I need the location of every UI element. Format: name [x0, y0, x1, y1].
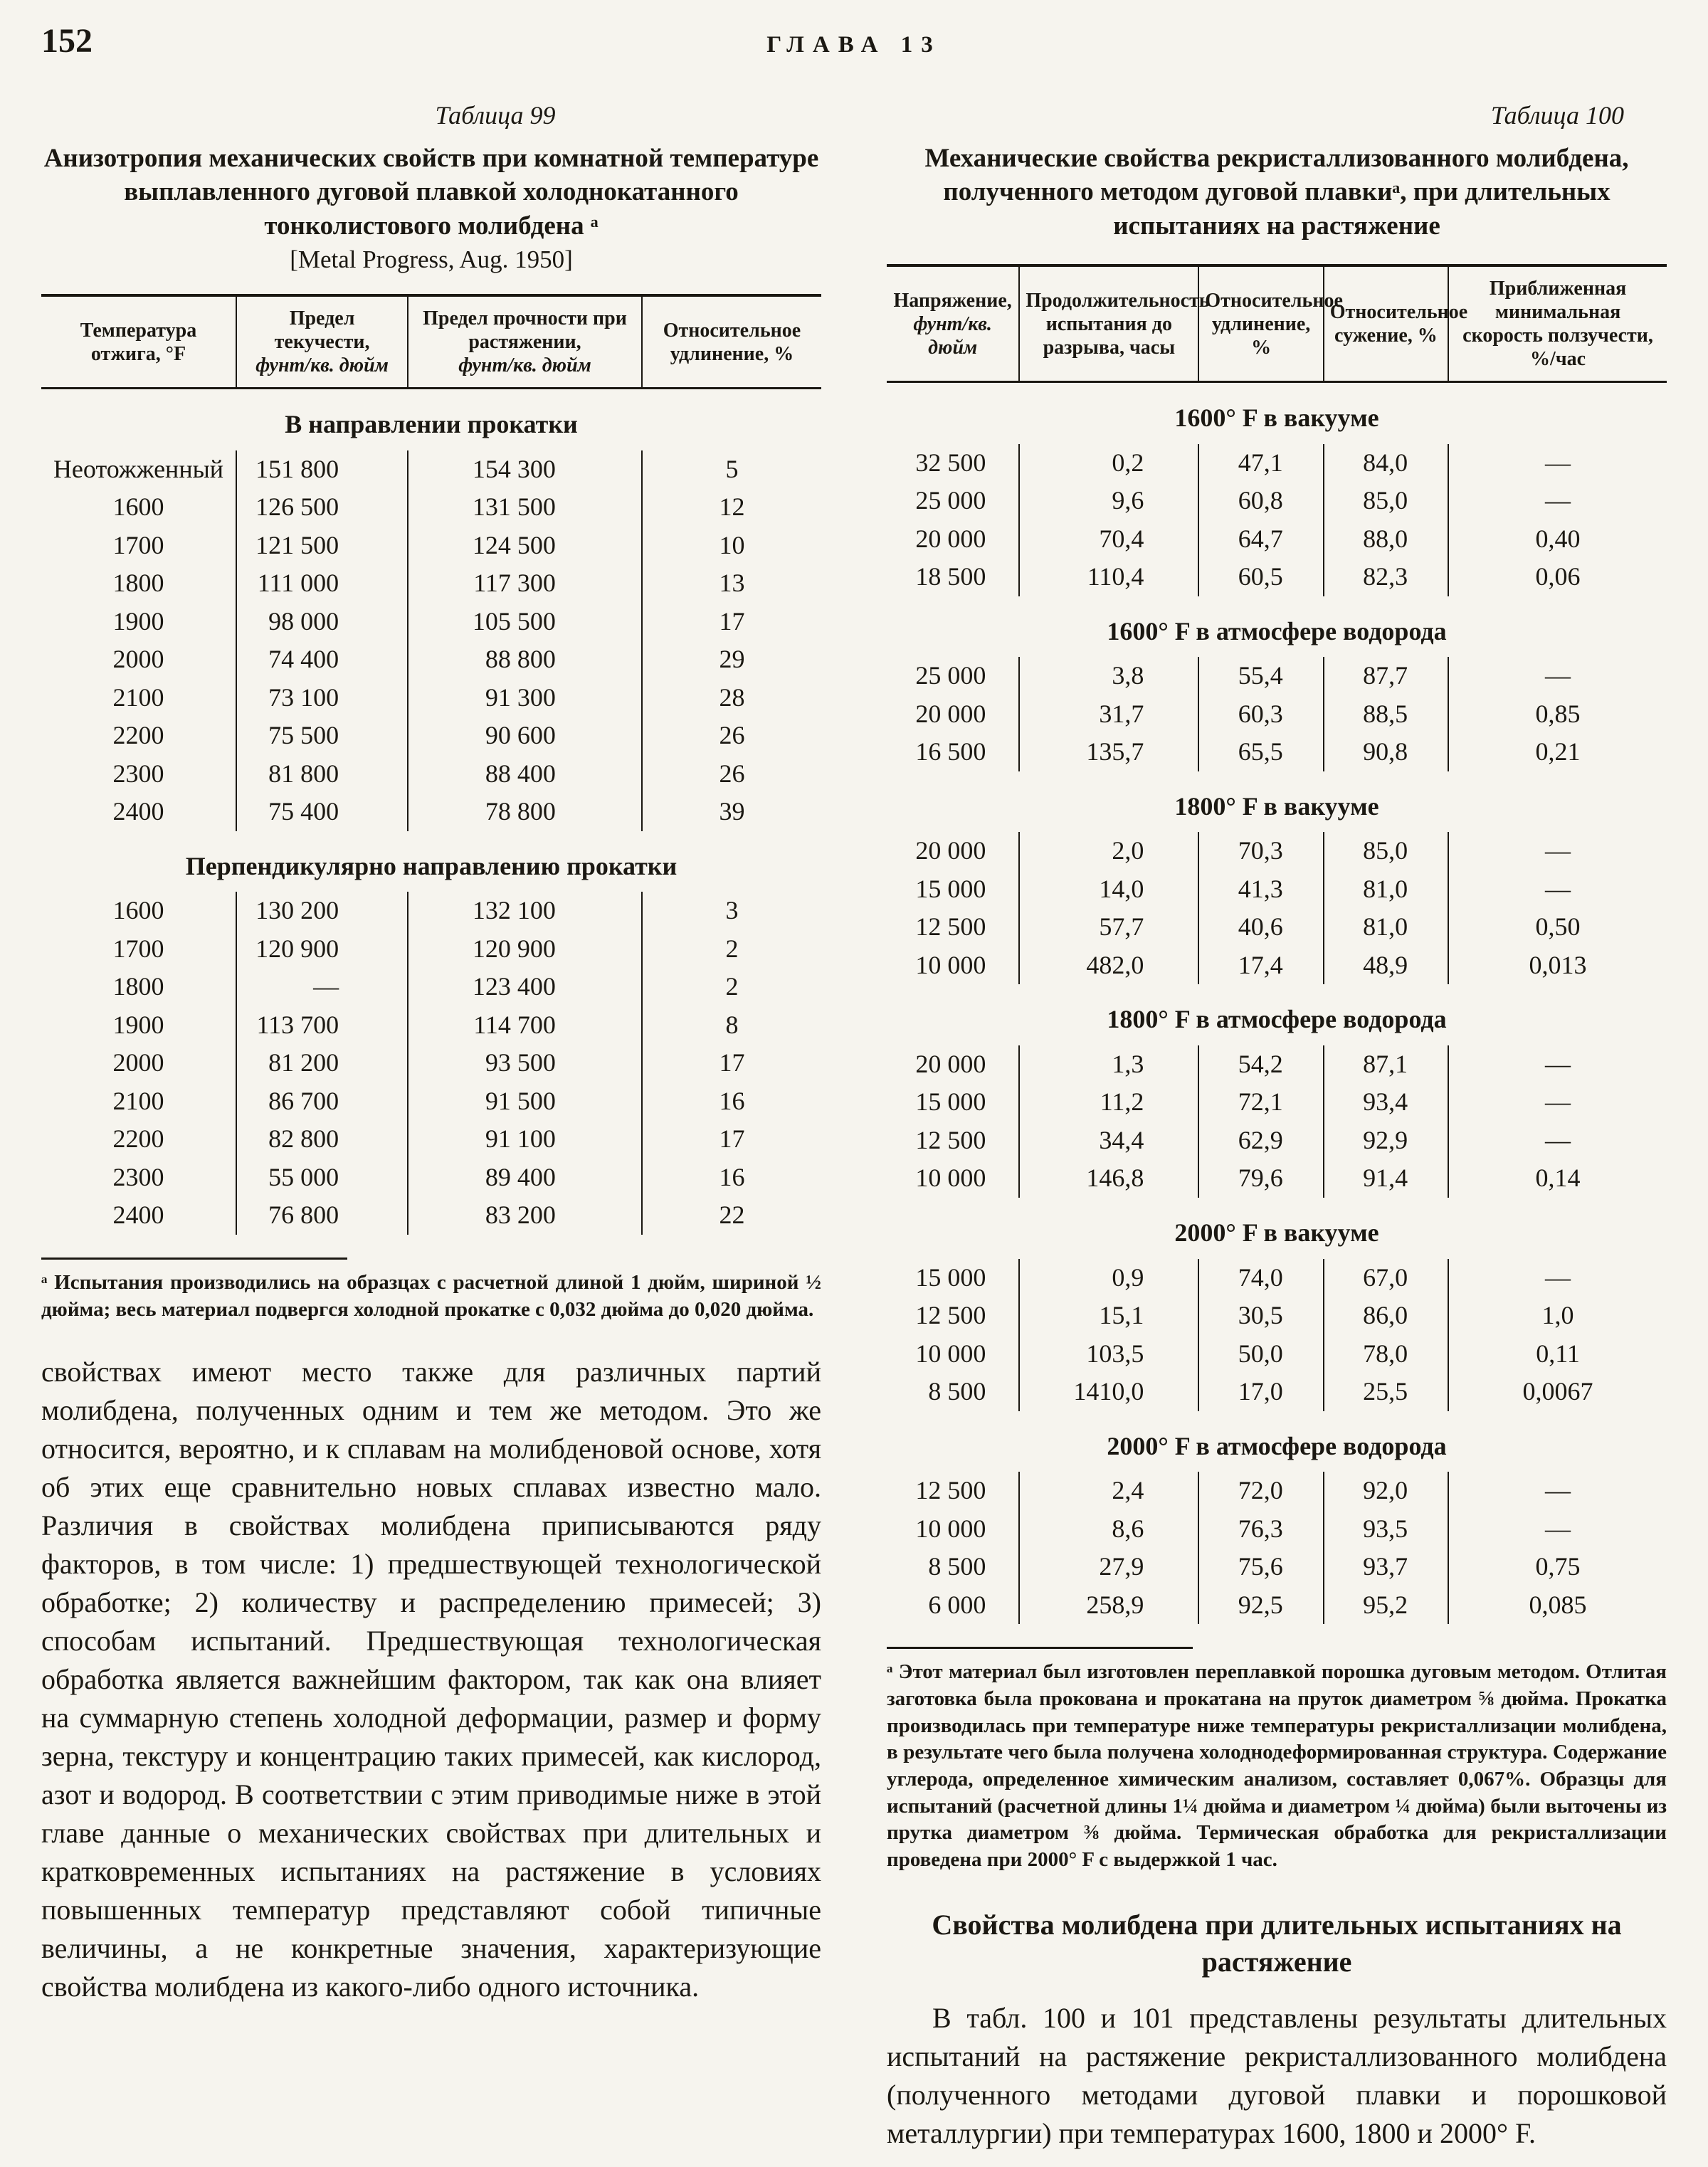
- column-header-text: Предел текучести,: [274, 307, 370, 354]
- table-cell: 258,9: [1019, 1586, 1198, 1625]
- table-row: [887, 657, 1667, 695]
- table-cell: 91 300: [408, 679, 642, 717]
- column-header: [642, 295, 821, 389]
- column-header-text: Приближенная минимальная скорость ползучести, %/час: [1462, 278, 1653, 371]
- table-cell: 87,1: [1324, 1045, 1448, 1084]
- table-cell: 93,4: [1324, 1083, 1448, 1122]
- table-cell: 60,8: [1198, 482, 1323, 520]
- left-column: [41, 100, 821, 2153]
- section-heading-row: [887, 596, 1667, 658]
- table-cell: 25,5: [1324, 1373, 1448, 1411]
- table-cell: 1700: [112, 934, 164, 963]
- column-header: [41, 295, 236, 389]
- table-cell: 87,7: [1324, 657, 1448, 695]
- table-cell: 126 500: [236, 488, 408, 527]
- table-cell: 0,085: [1448, 1586, 1667, 1625]
- table-cell: 114 700: [408, 1006, 642, 1045]
- table-cell: 6 000: [928, 1590, 986, 1619]
- table-row: [887, 558, 1667, 596]
- table-cell: —: [1448, 1510, 1667, 1549]
- table-cell: 86,0: [1324, 1297, 1448, 1335]
- table-row: [41, 1196, 821, 1235]
- table-cell: 79,6: [1198, 1159, 1323, 1198]
- table-cell: 83 200: [408, 1196, 642, 1235]
- table-cell: 0,85: [1448, 695, 1667, 734]
- table-section-heading: Перпендикулярно направлению прокатки: [185, 851, 678, 880]
- running-head: [41, 21, 1667, 60]
- table-cell: 32 500: [915, 448, 986, 477]
- table-cell: 15 000: [915, 1087, 986, 1117]
- table-row: [887, 1335, 1667, 1374]
- table-cell: 2200: [112, 1124, 164, 1154]
- table99-source: [Metal Progress, Aug. 1950]: [290, 246, 573, 274]
- table-cell: 20 000: [915, 524, 986, 553]
- table-cell: 117 300: [408, 564, 642, 603]
- table-row: [887, 947, 1667, 985]
- table-cell: 75 400: [236, 793, 408, 831]
- table-cell: 17: [642, 1044, 821, 1082]
- table-cell: 92,0: [1324, 1472, 1448, 1510]
- column-header-text: Относительное удлинение, %: [663, 319, 801, 365]
- section-heading-row: [887, 771, 1667, 833]
- table-row: [887, 1510, 1667, 1549]
- table-99: [41, 294, 821, 1235]
- table-cell: 113 700: [236, 1006, 408, 1045]
- table-cell: 0,14: [1448, 1159, 1667, 1198]
- table-cell: 13: [642, 564, 821, 603]
- table-cell: 1800: [112, 972, 164, 1001]
- table-cell: 10 000: [915, 950, 986, 979]
- table-row: [887, 1373, 1667, 1411]
- table-cell: 8 500: [928, 1377, 986, 1406]
- table-section-heading: 1800° F в вакууме: [1174, 791, 1379, 821]
- table-cell: 74,0: [1198, 1259, 1323, 1297]
- table-row: [41, 1044, 821, 1082]
- table-cell: —: [1448, 1122, 1667, 1160]
- table-cell: 89 400: [408, 1159, 642, 1197]
- table-cell: 1900: [112, 606, 164, 636]
- table-cell: 65,5: [1198, 733, 1323, 771]
- column-header: [887, 265, 1019, 382]
- table-cell: 0,11: [1448, 1335, 1667, 1374]
- table-cell: 25 000: [915, 486, 986, 515]
- table-row: [41, 679, 821, 717]
- table-cell: —: [1448, 1045, 1667, 1084]
- table-cell: 20 000: [915, 699, 986, 728]
- table-cell: 14,0: [1019, 870, 1198, 909]
- table-cell: 74 400: [236, 640, 408, 679]
- table-cell: 28: [642, 679, 821, 717]
- table-cell: 98 000: [236, 603, 408, 641]
- table-row: [887, 1297, 1667, 1335]
- table-section-heading: 1800° F в атмосфере водорода: [1107, 1005, 1447, 1034]
- table-row: [41, 930, 821, 969]
- table-cell: 82 800: [236, 1120, 408, 1159]
- table-cell: 70,4: [1019, 520, 1198, 559]
- table-cell: 103,5: [1019, 1335, 1198, 1374]
- table-cell: —: [1448, 657, 1667, 695]
- table-cell: 90 600: [408, 717, 642, 755]
- table-cell: Неотожженный: [53, 454, 224, 483]
- chapter-header: ГЛАВА 13: [766, 32, 942, 58]
- table-cell: 2000: [112, 1048, 164, 1077]
- table-row: [887, 1083, 1667, 1122]
- table-cell: —: [1448, 1472, 1667, 1510]
- section-heading: Свойства молибдена при длительных испытаниях на растяжение: [932, 1908, 1622, 1978]
- table-cell: 17: [642, 1120, 821, 1159]
- table-cell: —: [1448, 444, 1667, 483]
- table-cell: 130 200: [236, 892, 408, 930]
- table-cell: 73 100: [236, 679, 408, 717]
- table-cell: —: [1448, 482, 1667, 520]
- table-cell: 15,1: [1019, 1297, 1198, 1335]
- column-header-unit: фунт/кв. дюйм: [913, 312, 992, 359]
- table-cell: 84,0: [1324, 444, 1448, 483]
- table99-title: Анизотропия механических свойств при комнатной температуре выплавленного дуговой плавкой холоднокатанного тонколистового молибдена ᵃ: [43, 144, 819, 241]
- table-cell: 121 500: [236, 527, 408, 565]
- table-row: [41, 488, 821, 527]
- table-cell: 30,5: [1198, 1297, 1323, 1335]
- table-cell: —: [236, 968, 408, 1006]
- table100-label: Таблица 100: [1490, 101, 1624, 130]
- right-column: [887, 100, 1667, 2153]
- table-row: [41, 717, 821, 755]
- table-row: [887, 870, 1667, 909]
- table-cell: 91,4: [1324, 1159, 1448, 1198]
- table-row: [887, 908, 1667, 947]
- table-cell: 64,7: [1198, 520, 1323, 559]
- table-cell: 2,4: [1019, 1472, 1198, 1510]
- table-cell: 48,9: [1324, 947, 1448, 985]
- table-cell: 20 000: [915, 1049, 986, 1078]
- table-cell: 0,0067: [1448, 1373, 1667, 1411]
- table-cell: 55 000: [236, 1159, 408, 1197]
- table-cell: 15 000: [915, 1262, 986, 1292]
- column-header: [1324, 265, 1468, 382]
- column-header-text: Напряжение,: [893, 289, 1012, 312]
- table-cell: 50,0: [1198, 1335, 1323, 1374]
- table-cell: 11,2: [1019, 1083, 1198, 1122]
- table-cell: 1600: [112, 896, 164, 925]
- table-cell: 123 400: [408, 968, 642, 1006]
- table-cell: 5: [642, 450, 821, 489]
- table-cell: 9,6: [1019, 482, 1198, 520]
- table-cell: 12 500: [915, 1476, 986, 1505]
- table-cell: 81 200: [236, 1044, 408, 1082]
- table-cell: 82,3: [1324, 558, 1448, 596]
- table-row: [41, 1006, 821, 1045]
- table-cell: 151 800: [236, 450, 408, 489]
- table-cell: 85,0: [1324, 482, 1448, 520]
- table-cell: 0,21: [1448, 733, 1667, 771]
- table-row: [887, 733, 1667, 771]
- table-cell: 0,40: [1448, 520, 1667, 559]
- table-cell: 2: [642, 968, 821, 1006]
- section-heading-row: [887, 1411, 1667, 1472]
- table-cell: 95,2: [1324, 1586, 1448, 1625]
- table-cell: 2300: [112, 759, 164, 788]
- section-heading-row: [41, 831, 821, 892]
- column-header-text: Температура отжига, °F: [80, 319, 197, 365]
- table-cell: —: [1448, 870, 1667, 909]
- table-cell: 54,2: [1198, 1045, 1323, 1084]
- table-cell: 3,8: [1019, 657, 1198, 695]
- table-cell: 146,8: [1019, 1159, 1198, 1198]
- table-cell: 17: [642, 603, 821, 641]
- table-cell: 10 000: [915, 1164, 986, 1193]
- table-cell: 88 800: [408, 640, 642, 679]
- table-cell: 154 300: [408, 450, 642, 489]
- table-cell: 78 800: [408, 793, 642, 831]
- column-header: [1019, 265, 1210, 382]
- table-cell: 31,7: [1019, 695, 1198, 734]
- table-cell: 482,0: [1019, 947, 1198, 985]
- table-cell: 16: [642, 1082, 821, 1121]
- table-cell: 124 500: [408, 527, 642, 565]
- table-row: [41, 793, 821, 831]
- table-cell: 29: [642, 640, 821, 679]
- table-cell: 25 000: [915, 661, 986, 690]
- section-heading-row: [887, 382, 1667, 444]
- table-cell: 18 500: [915, 562, 986, 591]
- table-cell: 12 500: [915, 912, 986, 942]
- table-cell: 26: [642, 717, 821, 755]
- table-cell: 2400: [112, 1201, 164, 1230]
- column-header: [236, 295, 408, 389]
- table-row: [887, 832, 1667, 870]
- table-row: [41, 1159, 821, 1197]
- table-row: [887, 1472, 1667, 1510]
- table-cell: 2300: [112, 1162, 164, 1191]
- table-cell: 10 000: [915, 1339, 986, 1368]
- table-row: [887, 695, 1667, 734]
- left-paragraph: свойствах имеют место также для различных партий молибдена, полученных одним и тем же методом. Это же относится, вероятно, и к сплавам на молибденовой основе, хотя об этих еще сравнительно новых сплавах известно мало. Различия в свойствах молибдена приписываются ряду факторов, в том числе: 1) предшествующей технологической обработке; 2) количеству и распределению примесей; 3) способам испытаний. Предшествующая технологическая обработка является важнейшим фактором, так как она влияет на суммарную степень холодной деформации, размер и форму зерна, текстуру и концентрацию таких примесей, как кислород, азот и водород. В соответствии с этим приводимые ниже в этой главе данные о механических свойствах при длительных и кратковременных испытаниях на растяжение в условиях повышенных температур представляют собой типичные величины, а не конкретные значения, характеризующие свойства молибдена из какого-либо одного источника.: [41, 1356, 821, 2003]
- table-cell: 26: [642, 755, 821, 793]
- two-column-layout: [41, 100, 1667, 2153]
- column-header-unit: фунт/кв. дюйм: [458, 354, 591, 377]
- table-cell: 81,0: [1324, 870, 1448, 909]
- table-row: [887, 1259, 1667, 1297]
- header-row: [887, 265, 1667, 382]
- table-cell: 72,0: [1198, 1472, 1323, 1510]
- table-row: [887, 1548, 1667, 1586]
- table-cell: 8,6: [1019, 1510, 1198, 1549]
- table-cell: —: [1448, 1259, 1667, 1297]
- table-cell: 16: [642, 1159, 821, 1197]
- table-cell: 85,0: [1324, 832, 1448, 870]
- table-row: [887, 1045, 1667, 1084]
- table-cell: 1900: [112, 1010, 164, 1039]
- table-cell: 88 400: [408, 755, 642, 793]
- table-cell: 67,0: [1324, 1259, 1448, 1297]
- table99-label: Таблица 99: [435, 101, 556, 130]
- column-header: [1198, 265, 1343, 382]
- table-cell: 60,5: [1198, 558, 1323, 596]
- table-cell: 0,50: [1448, 908, 1667, 947]
- table-cell: 22: [642, 1196, 821, 1235]
- table-cell: 2000: [112, 645, 164, 674]
- table-cell: 8: [642, 1006, 821, 1045]
- table-cell: 39: [642, 793, 821, 831]
- table-cell: 41,3: [1198, 870, 1323, 909]
- table-cell: 17,4: [1198, 947, 1323, 985]
- table-cell: 0,013: [1448, 947, 1667, 985]
- table-cell: 55,4: [1198, 657, 1323, 695]
- table-section-heading: В направлении прокатки: [285, 410, 578, 439]
- table-cell: 90,8: [1324, 733, 1448, 771]
- page-number: 152: [41, 22, 93, 60]
- table-cell: 1410,0: [1019, 1373, 1198, 1411]
- table-cell: 2100: [112, 1086, 164, 1115]
- table-cell: 10: [642, 527, 821, 565]
- table-row: [41, 450, 821, 489]
- table-section-heading: 1600° F в вакууме: [1174, 404, 1379, 433]
- table-cell: 131 500: [408, 488, 642, 527]
- table-cell: 1600: [112, 492, 164, 522]
- table-row: [41, 968, 821, 1006]
- table-cell: 120 900: [408, 930, 642, 969]
- table-row: [41, 1082, 821, 1121]
- table-cell: 92,9: [1324, 1122, 1448, 1160]
- table-cell: 47,1: [1198, 444, 1323, 483]
- column-header: [408, 295, 642, 389]
- table-cell: 2200: [112, 721, 164, 750]
- table-row: [887, 1122, 1667, 1160]
- table-cell: 15 000: [915, 874, 986, 903]
- table-row: [887, 1586, 1667, 1625]
- column-header-text: Относительное сужение, %: [1329, 301, 1468, 347]
- table-row: [887, 1159, 1667, 1198]
- table-cell: 81 800: [236, 755, 408, 793]
- table-cell: 1,3: [1019, 1045, 1198, 1084]
- table-row: [41, 892, 821, 930]
- table-cell: 93,5: [1324, 1510, 1448, 1549]
- table-row: [41, 1120, 821, 1159]
- column-header-unit: фунт/кв. дюйм: [255, 354, 389, 377]
- table-cell: 0,75: [1448, 1548, 1667, 1586]
- table-row: [41, 755, 821, 793]
- table-cell: 91 100: [408, 1120, 642, 1159]
- table-row: [41, 527, 821, 565]
- column-header: [1448, 265, 1667, 382]
- table-cell: 93,7: [1324, 1548, 1448, 1586]
- table-cell: 27,9: [1019, 1548, 1198, 1586]
- section-heading-row: [887, 984, 1667, 1045]
- table-section-heading: 2000° F в атмосфере водорода: [1107, 1431, 1447, 1460]
- table-cell: 132 100: [408, 892, 642, 930]
- table-row: [41, 640, 821, 679]
- table-cell: 20 000: [915, 836, 986, 865]
- table-row: [887, 482, 1667, 520]
- table-cell: 60,3: [1198, 695, 1323, 734]
- table-cell: 12: [642, 488, 821, 527]
- table-cell: 88,5: [1324, 695, 1448, 734]
- table-cell: 88,0: [1324, 520, 1448, 559]
- table-100: [887, 264, 1667, 1624]
- table-cell: —: [1448, 832, 1667, 870]
- table-cell: 81,0: [1324, 908, 1448, 947]
- table-cell: 57,7: [1019, 908, 1198, 947]
- table-cell: 34,4: [1019, 1122, 1198, 1160]
- table-cell: 0,9: [1019, 1259, 1198, 1297]
- table100-title: Механические свойства рекристаллизованного молибдена, полученного методом дуговой плавкиᵃ, при длительных испытаниях на растяжение: [924, 144, 1629, 241]
- table-cell: 75 500: [236, 717, 408, 755]
- footnote-separator: [41, 1258, 347, 1260]
- table-row: [41, 603, 821, 641]
- table99-footnote: ᵃ Испытания производились на образцах с расчетной длиной 1 дюйм, шириной ½ дюйма; весь материал подвергся холодной прокатке с 0,032 дюйма до 0,020 дюйма.: [41, 1271, 821, 1321]
- footnote-separator: [887, 1647, 1193, 1649]
- table-cell: 78,0: [1324, 1335, 1448, 1374]
- table-row: [887, 520, 1667, 559]
- table-cell: —: [1448, 1083, 1667, 1122]
- column-header-text: Продолжительность испытания до разрыва, часы: [1026, 289, 1210, 359]
- table-cell: 120 900: [236, 930, 408, 969]
- column-header-text: Предел прочности при растяжении,: [423, 307, 627, 354]
- right-paragraph: В табл. 100 и 101 представлены результаты длительных испытаний на растяжение рекристаллизованного молибдена (полученного методами дуговой плавки и порошковой металлургии) при температурах 1600, 1800 и 2000° F.: [887, 2001, 1667, 2149]
- table-cell: 3: [642, 892, 821, 930]
- table-cell: 2,0: [1019, 832, 1198, 870]
- table-cell: 40,6: [1198, 908, 1323, 947]
- table-row: [887, 444, 1667, 483]
- table100-footnote: ᵃ Этот материал был изготовлен переплавкой порошка дуговым методом. Отлитая заготовка была прокована и прокатана на пруток диаметром ⅝ дюйма. Прокатка производилась при температуре ниже температуры рекристаллизации молибдена, в результате чего была получена холоднодеформированная структура. Содержание углерода, определенное химическим анализом, составляет 0,067%. Образцы для испытаний (расчетной длины 1¼ дюйма и диаметром ¼ дюйма) были выточены из прутка диаметром ⅜ дюйма. Термическая обработка для рекристаллизации проведена при 2000° F с выдержкой 1 час.: [887, 1660, 1667, 1871]
- table-cell: 111 000: [236, 564, 408, 603]
- table-cell: 2100: [112, 682, 164, 712]
- table-cell: 76 800: [236, 1196, 408, 1235]
- section-heading-row: [887, 1198, 1667, 1259]
- table-cell: 10 000: [915, 1514, 986, 1543]
- table-cell: 1700: [112, 530, 164, 559]
- table-row: [41, 564, 821, 603]
- table-cell: 62,9: [1198, 1122, 1323, 1160]
- table-cell: 12 500: [915, 1301, 986, 1330]
- table-cell: 70,3: [1198, 832, 1323, 870]
- table-section-heading: 2000° F в вакууме: [1174, 1218, 1379, 1247]
- table-cell: 92,5: [1198, 1586, 1323, 1625]
- table-cell: 91 500: [408, 1082, 642, 1121]
- table-cell: 0,2: [1019, 444, 1198, 483]
- column-header-text: Относительное удлинение, %: [1205, 289, 1343, 359]
- table-cell: 110,4: [1019, 558, 1198, 596]
- table-cell: 135,7: [1019, 733, 1198, 771]
- table-cell: 72,1: [1198, 1083, 1323, 1122]
- table-cell: 12 500: [915, 1125, 986, 1154]
- table-cell: 2400: [112, 797, 164, 826]
- table-cell: 2: [642, 930, 821, 969]
- table-cell: 17,0: [1198, 1373, 1323, 1411]
- header-row: [41, 295, 821, 389]
- table-section-heading: 1600° F в атмосфере водорода: [1107, 616, 1447, 645]
- table-cell: 1,0: [1448, 1297, 1667, 1335]
- table-cell: 16 500: [915, 737, 986, 766]
- table-cell: 76,3: [1198, 1510, 1323, 1549]
- table-cell: 105 500: [408, 603, 642, 641]
- table-cell: 75,6: [1198, 1548, 1323, 1586]
- table-cell: 8 500: [928, 1552, 986, 1581]
- table-cell: 0,06: [1448, 558, 1667, 596]
- table-cell: 93 500: [408, 1044, 642, 1082]
- table-cell: 86 700: [236, 1082, 408, 1121]
- section-heading-row: [41, 389, 821, 450]
- table-cell: 1800: [112, 569, 164, 598]
